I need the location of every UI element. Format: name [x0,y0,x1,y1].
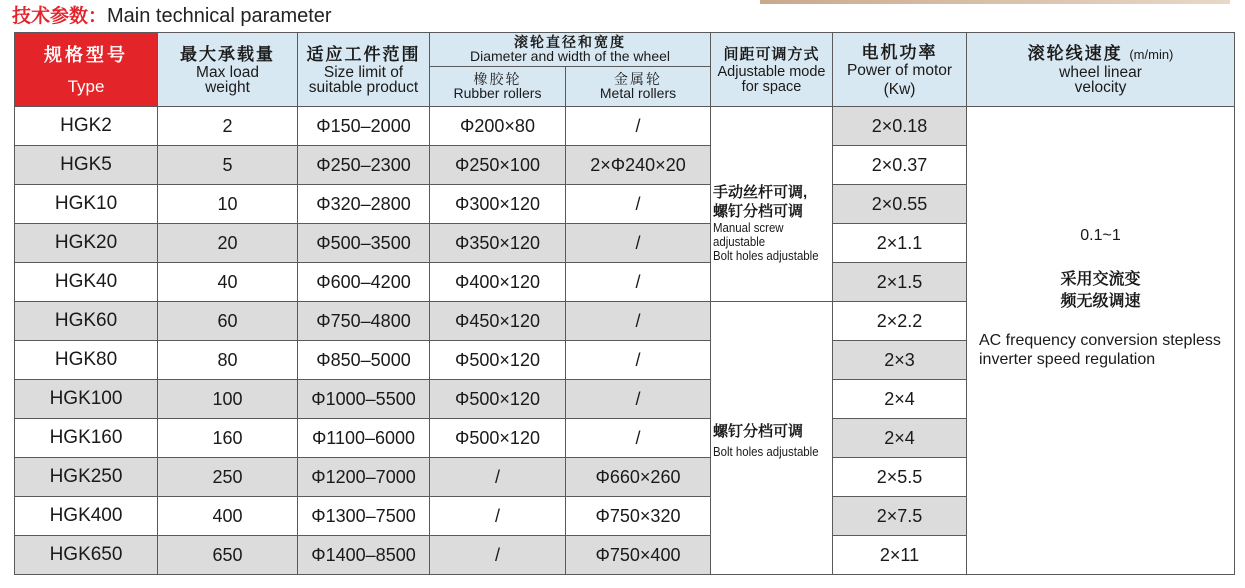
header-adjust [711,33,833,107]
speed-value: 0.1~1 [1080,227,1121,244]
header-max-load-zh: 最大承载量 [180,44,275,64]
header-speed-unit: (m/min) [1129,47,1174,62]
header-metal [566,67,711,107]
cell-type: HGK250 [15,458,158,497]
header-power-zh: 电机功率 [861,42,938,62]
page-title-en: Main technical parameter [107,5,332,27]
cell-type: HGK2 [15,107,158,146]
cell-metal: Φ750×400 [566,536,711,575]
header-power-unit: (Kw) [883,80,916,98]
cell-rubber: Φ300×120 [430,185,566,224]
header-speed [967,33,1235,107]
header-speed-en: wheel linear velocity [1059,64,1142,96]
cell-size: Φ1100–6000 [298,419,430,458]
cell-load: 20 [158,224,298,263]
header-adjust-zh: 间距可调方式 [723,45,820,63]
cell-size: Φ320–2800 [298,185,430,224]
header-rubber-en: Rubber rollers [453,85,542,101]
cell-rubber: Φ200×80 [430,107,566,146]
header-speed-zh: 滚轮线速度 [1027,44,1123,63]
adjust-mode-group-2 [711,302,833,575]
decorative-photo-edge [760,0,1230,4]
cell-power: 2×4 [833,419,967,458]
header-metal-zh: 金属轮 [614,71,662,87]
cell-size: Φ150–2000 [298,107,430,146]
cell-rubber: Φ500×120 [430,341,566,380]
cell-type: HGK650 [15,536,158,575]
cell-type: HGK80 [15,341,158,380]
cell-load: 10 [158,185,298,224]
cell-load: 5 [158,146,298,185]
adjust-mode-1-zh-line1: 手动丝杆可调, [713,184,808,201]
cell-type: HGK20 [15,224,158,263]
speed-zh-line2: 频无级调速 [1060,293,1141,310]
cell-size: Φ1300–7500 [298,497,430,536]
cell-power: 2×7.5 [833,497,967,536]
cell-load: 60 [158,302,298,341]
header-wheel [430,33,711,67]
header-size-limit [298,33,430,107]
header-rubber [430,67,566,107]
cell-size: Φ1200–7000 [298,458,430,497]
header-size-limit-zh: 适应工件范围 [306,44,421,64]
cell-metal: / [566,380,711,419]
cell-rubber: Φ250×100 [430,146,566,185]
header-max-load-en: Max load weight [196,63,259,96]
cell-metal: / [566,341,711,380]
cell-rubber: Φ450×120 [430,302,566,341]
cell-rubber: Φ500×120 [430,380,566,419]
cell-type: HGK10 [15,185,158,224]
cell-power: 2×2.2 [833,302,967,341]
cell-load: 400 [158,497,298,536]
cell-load: 250 [158,458,298,497]
cell-rubber: / [430,536,566,575]
cell-metal: Φ660×260 [566,458,711,497]
cell-load: 2 [158,107,298,146]
cell-size: Φ1000–5500 [298,380,430,419]
header-type-zh: 规格型号 [44,45,128,65]
cell-type: HGK40 [15,263,158,302]
cell-type: HGK400 [15,497,158,536]
cell-power: 2×11 [833,536,967,575]
cell-power: 2×1.1 [833,224,967,263]
cell-power: 2×3 [833,341,967,380]
header-max-load [158,33,298,107]
cell-power: 2×0.55 [833,185,967,224]
header-wheel-en: Diameter and width of the wheel [470,48,670,64]
cell-size: Φ850–5000 [298,341,430,380]
cell-metal: Φ750×320 [566,497,711,536]
table-row [15,107,1235,146]
cell-load: 160 [158,419,298,458]
page-title [12,3,332,29]
header-metal-en: Metal rollers [599,85,677,101]
cell-size: Φ250–2300 [298,146,430,185]
header-adjust-en: Adjustable mode for space [717,63,826,95]
cell-load: 40 [158,263,298,302]
adjust-mode-2-zh: 螺钉分档可调 [713,423,804,440]
adjust-mode-1-en-line2: adjustable [713,234,766,249]
header-power-en: Power of motor [846,61,953,79]
adjust-mode-2-en: Bolt holes adjustable [713,444,819,459]
cell-size: Φ600–4200 [298,263,430,302]
cell-load: 80 [158,341,298,380]
speed-zh-line1: 采用交流变 [1060,271,1141,288]
adjust-mode-1-zh-line2: 螺钉分档可调 [713,203,804,220]
cell-load: 650 [158,536,298,575]
cell-size: Φ1400–8500 [298,536,430,575]
cell-rubber: Φ500×120 [430,419,566,458]
cell-type: HGK5 [15,146,158,185]
cell-power: 2×5.5 [833,458,967,497]
adjust-mode-1-en-line3: Bolt holes adjustable [713,248,819,263]
page-title-zh: 技术参数： [12,5,108,27]
cell-metal: / [566,224,711,263]
speed-cell [967,107,1235,575]
cell-rubber: / [430,458,566,497]
header-power [833,33,967,107]
cell-metal: / [566,302,711,341]
cell-rubber: Φ400×120 [430,263,566,302]
header-rubber-zh: 橡胶轮 [473,71,522,87]
cell-size: Φ750–4800 [298,302,430,341]
cell-type: HGK100 [15,380,158,419]
cell-metal: / [566,263,711,302]
cell-size: Φ500–3500 [298,224,430,263]
header-type-en: Type [67,77,105,96]
cell-type: HGK60 [15,302,158,341]
cell-rubber: Φ350×120 [430,224,566,263]
cell-power: 2×0.37 [833,146,967,185]
cell-power: 2×4 [833,380,967,419]
cell-power: 2×0.18 [833,107,967,146]
cell-type: HGK160 [15,419,158,458]
cell-metal: / [566,419,711,458]
header-type [15,33,158,107]
header-wheel-zh: 滚轮直径和宽度 [514,34,626,50]
cell-metal: / [566,107,711,146]
cell-rubber: / [430,497,566,536]
cell-metal: / [566,185,711,224]
adjust-mode-1-en-line1: Manual screw [713,220,784,235]
cell-load: 100 [158,380,298,419]
cell-metal: 2×Φ240×20 [566,146,711,185]
header-row-1 [15,33,1235,67]
speed-en: AC frequency conversion stepless inverter speed regulation [979,332,1221,368]
adjust-mode-group-1 [711,107,833,302]
spec-table [14,32,1235,575]
header-size-limit-en: Size limit of suitable product [308,63,419,96]
cell-power: 2×1.5 [833,263,967,302]
